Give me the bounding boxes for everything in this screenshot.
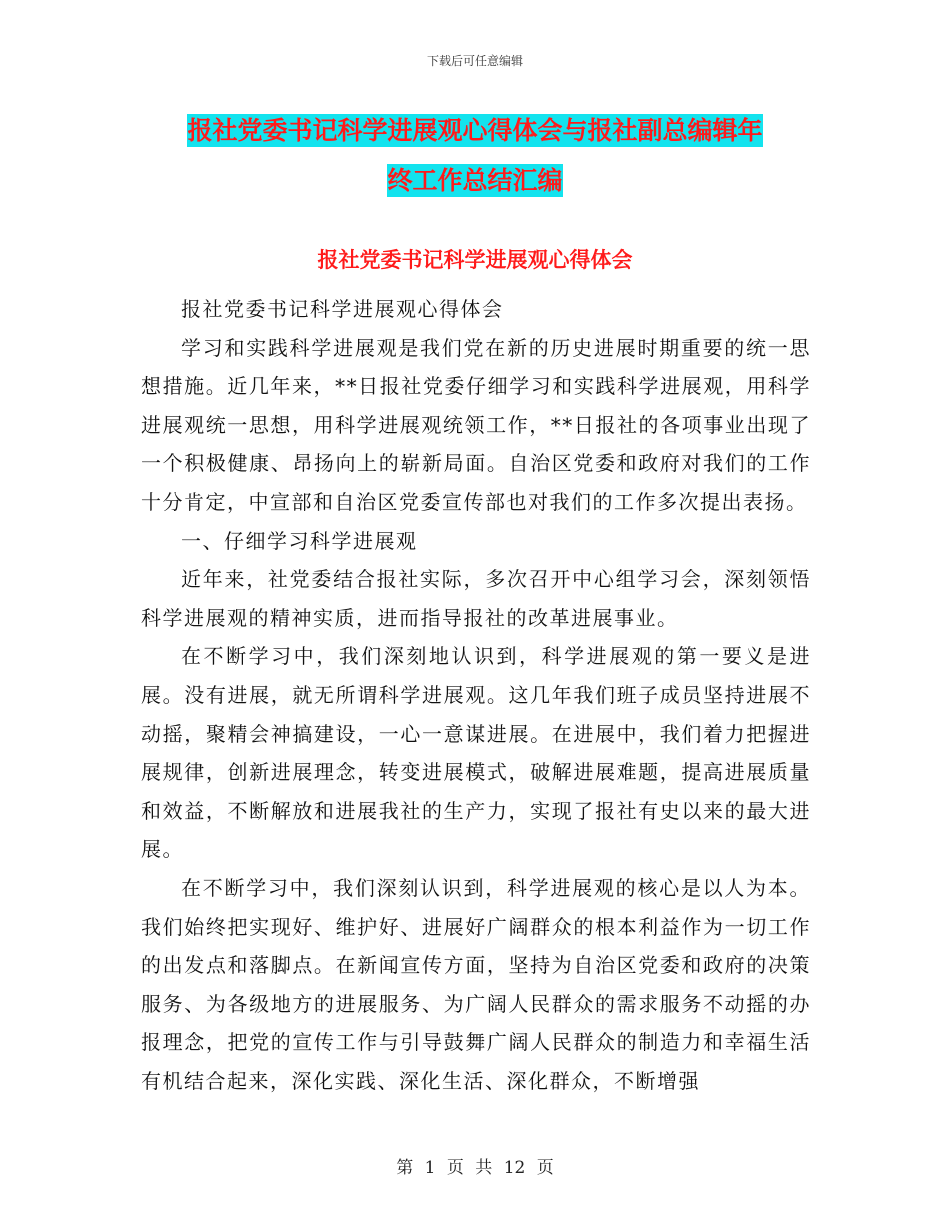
section-title: 报社党委书记科学进展观心得体会 (317, 248, 633, 272)
document-body (141, 290, 811, 1100)
document-title-line-1: 报社党委书记科学进展观心得体会与报社副总编辑年 (187, 116, 763, 145)
page-number: 第 1 页 共 12 页 (396, 1158, 554, 1178)
paragraph-heading: 一、仔细学习科学进展观 (181, 528, 418, 553)
paragraph: 学习和实践科学进展观是我们党在新的历史进展时期重要的统一思想措施。近几年来，**日报社党委仔细学习和实践科学进展观，用科学进展观统一思想，用科学进展观统领工作，**日报社的各项事业出现了一个积极健康、昂扬向上的崭新局面。自治区党委和政府对我们的工作十分肯定，中宣部和自治区党委宣传部也对我们的工作多次提出表扬。 (141, 335, 811, 514)
paragraph: 报社党委书记科学进展观心得体会 (181, 297, 504, 321)
document-title (0, 106, 950, 206)
paragraph: 在不断学习中，我们深刻地认识到，科学进展观的第一要义是进展。没有进展，就无所谓科学进展观。这几年我们班子成员坚持进展不动摇，聚精会神搞建设，一心一意谋进展。在进展中，我们着力把握进展规律，创新进展理念，转变进展模式，破解进展难题，提高进展质量和效益，不断解放和进展我社的生产力，实现了报社有史以来的最大进展。 (141, 644, 811, 862)
page-header-note: 下载后可任意编辑 (426, 54, 523, 68)
paragraph: 近年来，社党委结合报社实际，多次召开中心组学习会，深刻领悟科学进展观的精神实质，进而指导报社的改革进展事业。 (141, 567, 811, 630)
paragraph: 在不断学习中，我们深刻认识到，科学进展观的核心是以人为本。我们始终把实现好、维护好、进展好广阔群众的根本利益作为一切工作的出发点和落脚点。在新闻宣传方面，坚持为自治区党委和政府的决策服务、为各级地方的进展服务、为广阔人民群众的需求服务不动摇的办报理念，把党的宣传工作与引导鼓舞广阔人民群众的制造力和幸福生活有机结合起来，深化实践、深化生活、深化群众，不断增强 (141, 875, 811, 1093)
document-title-line-2: 终工作总结汇编 (387, 166, 563, 195)
